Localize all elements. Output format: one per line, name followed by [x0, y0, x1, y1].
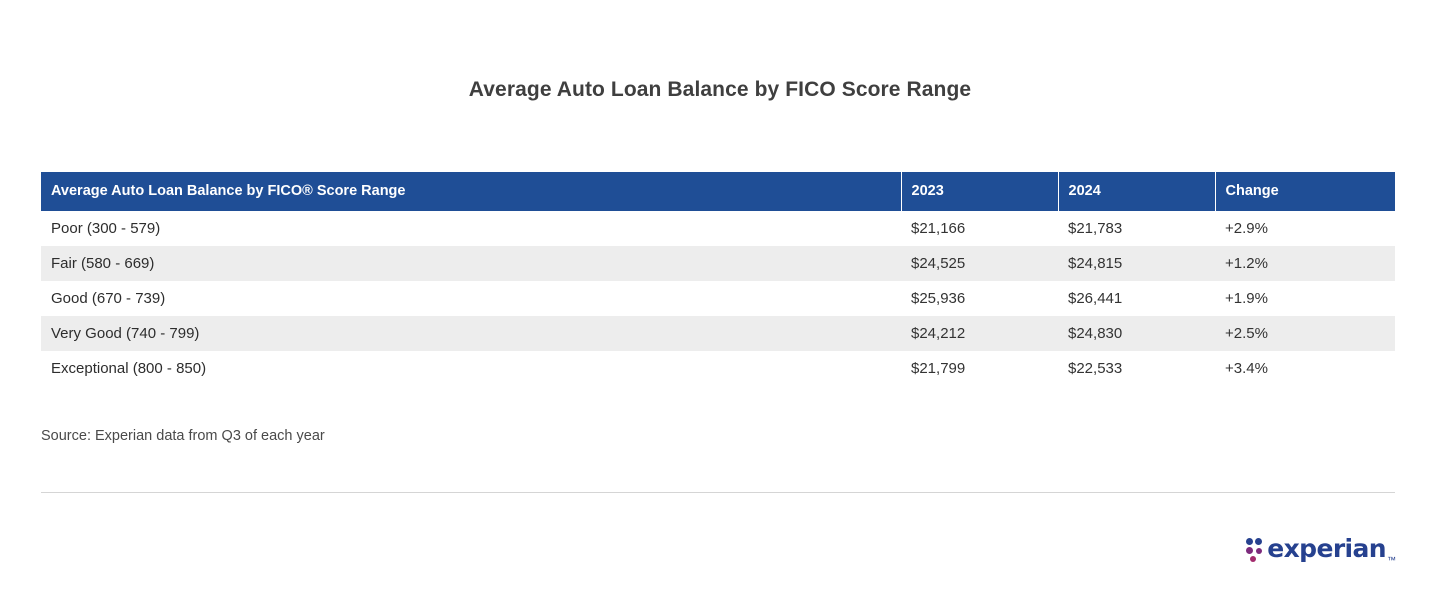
cell-change: +1.2%	[1215, 246, 1395, 281]
table-body	[41, 211, 1395, 386]
cell-change: +3.4%	[1225, 360, 1268, 377]
experian-logo	[1246, 530, 1396, 568]
table-row	[41, 211, 1395, 246]
cell-category: Poor (300 - 579)	[51, 220, 161, 237]
column-header-category: Average Auto Loan Balance by FICO® Score Range	[41, 172, 901, 211]
table-header	[41, 172, 1395, 211]
data-table-container	[41, 172, 1395, 386]
cell-category: Very Good (740 - 799)	[41, 316, 901, 351]
cell-2024: $22,533	[1068, 360, 1123, 377]
fico-balance-table	[41, 172, 1395, 386]
cell-2023: $24,525	[901, 246, 1058, 281]
cell-2024: $26,441	[1068, 290, 1123, 307]
cell-category: Good (670 - 739)	[51, 290, 166, 307]
footer-divider	[41, 492, 1395, 493]
table-header-row	[41, 172, 1395, 211]
column-header-2024: 2024	[1058, 172, 1215, 211]
cell-2024: $24,830	[1058, 316, 1215, 351]
cell-2024: $24,815	[1058, 246, 1215, 281]
cell-change: +1.9%	[1225, 290, 1268, 307]
logo-dots-icon	[1246, 536, 1266, 562]
table-row	[41, 316, 1395, 351]
table-row	[41, 351, 1395, 386]
cell-2023: $21,799	[911, 360, 966, 377]
cell-change: +2.9%	[1225, 220, 1268, 237]
cell-2023: $24,212	[901, 316, 1058, 351]
cell-category: Fair (580 - 669)	[41, 246, 901, 281]
cell-2024: $21,783	[1068, 220, 1123, 237]
logo-wordmark: experian	[1267, 534, 1386, 563]
cell-2023: $21,166	[911, 220, 966, 237]
cell-change: +2.5%	[1215, 316, 1395, 351]
column-header-change: Change	[1215, 172, 1395, 211]
table-row	[41, 246, 1395, 281]
logo-trademark: ™	[1387, 555, 1396, 565]
cell-category: Exceptional (800 - 850)	[51, 360, 207, 377]
column-header-2023: 2023	[901, 172, 1058, 211]
table-row	[41, 281, 1395, 316]
source-note: Source: Experian data from Q3 of each year	[41, 428, 325, 444]
page-title: Average Auto Loan Balance by FICO Score Range	[468, 78, 972, 101]
cell-2023: $25,936	[911, 290, 966, 307]
